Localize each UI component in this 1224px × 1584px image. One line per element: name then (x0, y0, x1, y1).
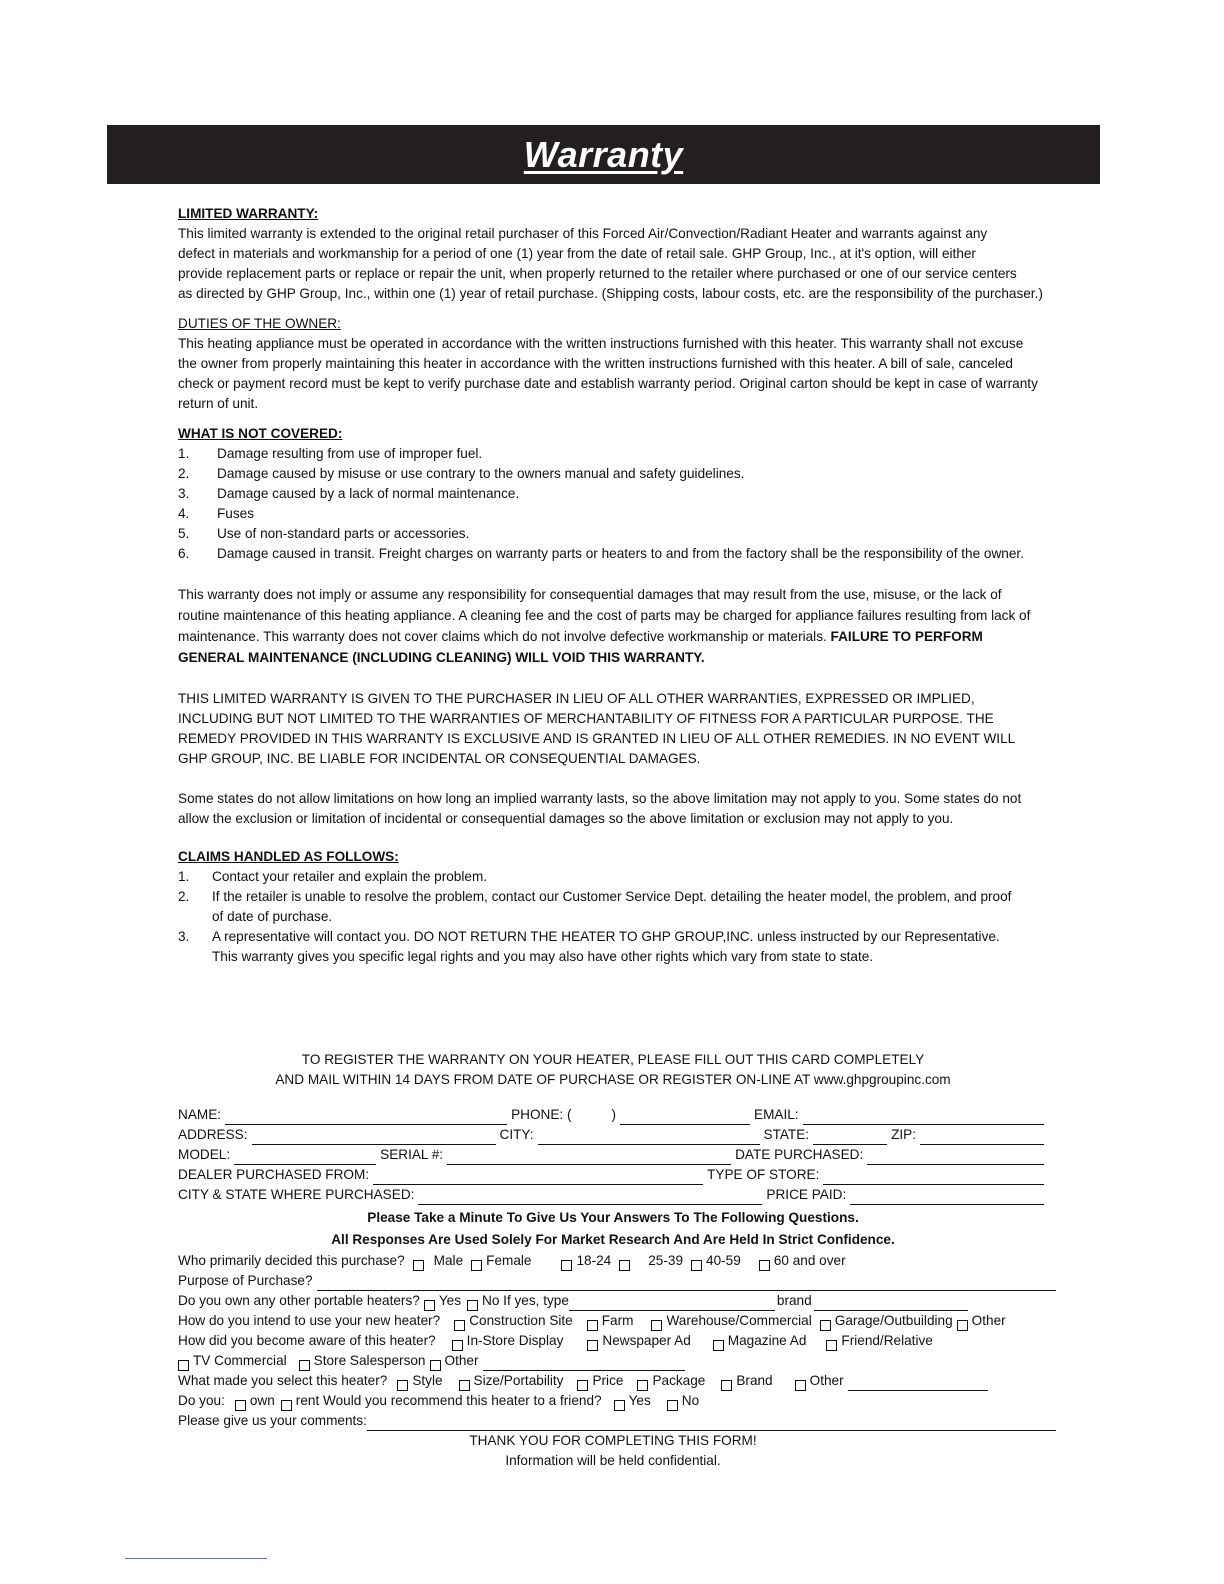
state-field[interactable] (813, 1130, 887, 1145)
checkbox[interactable] (397, 1380, 408, 1391)
other-type-field[interactable] (569, 1296, 775, 1311)
option-label: No (681, 1393, 700, 1408)
checkbox[interactable] (759, 1260, 770, 1271)
date-purchased-field[interactable] (867, 1150, 1044, 1165)
checkbox[interactable] (178, 1360, 189, 1371)
question-label: How did you become aware of this heater? (178, 1333, 436, 1348)
form-row (178, 1125, 1048, 1145)
zip-field[interactable] (920, 1130, 1044, 1145)
consequential-line: maintenance. This warranty does not cover claims which do not involve defective workmanship or materials. FAILURE TO PERFORM (178, 629, 983, 644)
option-label: 60 and over (773, 1253, 846, 1268)
option-label: rent Would you recommend this heater to a friend? (295, 1393, 602, 1408)
city-state-field[interactable] (418, 1190, 762, 1205)
survey-row (178, 1291, 1048, 1311)
checkbox[interactable] (820, 1320, 831, 1331)
survey-row (178, 1331, 1048, 1351)
registration-card (178, 1050, 1048, 1471)
checkbox[interactable] (691, 1260, 702, 1271)
option-label: brand (776, 1293, 812, 1308)
checkbox[interactable] (424, 1300, 435, 1311)
footer-rule (125, 1558, 267, 1559)
form-row (178, 1105, 1048, 1125)
duties-line: This heating appliance must be operated in accordance with the written instructions furnished with this heater. This warranty shall not excuse (178, 336, 1024, 351)
option-label: own (249, 1393, 275, 1408)
email-field[interactable] (803, 1110, 1044, 1125)
checkbox[interactable] (587, 1340, 598, 1351)
lieu-line: THIS LIMITED WARRANTY IS GIVEN TO THE PURCHASER IN LIEU OF ALL OTHER WARRANTIES, EXPRESSED OR IMPLIED, (178, 691, 975, 706)
question-label: Please give us your comments: (178, 1413, 367, 1428)
checkbox[interactable] (587, 1320, 598, 1331)
checkbox[interactable] (413, 1260, 424, 1271)
option-label: Other (809, 1373, 844, 1388)
option-label: 40-59 (706, 1253, 741, 1268)
question-label: Do you: (178, 1393, 225, 1408)
store-type-label: TYPE OF STORE: (707, 1167, 820, 1182)
warranty-banner (107, 125, 1100, 184)
option-label: No If yes, type (482, 1293, 569, 1308)
survey-row (178, 1351, 1048, 1371)
page-title: Warranty (523, 133, 684, 175)
list-item: 1. Contact your retailer and explain the problem. (178, 869, 488, 884)
confidential-note: Information will be held confidential. (505, 1453, 721, 1468)
model-label: MODEL: (178, 1147, 231, 1162)
question-label: Who primarily decided this purchase? (178, 1253, 405, 1268)
checkbox[interactable] (299, 1360, 310, 1371)
option-label: Farm (601, 1313, 634, 1328)
not-covered-heading: WHAT IS NOT COVERED: (178, 426, 343, 441)
serial-field[interactable] (447, 1150, 731, 1165)
checkbox[interactable] (452, 1340, 463, 1351)
list-item: 4. Fuses (178, 506, 255, 521)
states-section (178, 789, 1048, 829)
model-field[interactable] (234, 1150, 376, 1165)
duties-section (178, 314, 1048, 414)
question-label: How do you intend to use your new heater? (178, 1313, 441, 1328)
warranty-terms (178, 204, 1048, 967)
store-type-field[interactable] (823, 1170, 1044, 1185)
address-label: ADDRESS: (178, 1127, 248, 1142)
option-label: Store Salesperson (313, 1353, 426, 1368)
checkbox[interactable] (957, 1320, 968, 1331)
form-row (178, 1185, 1048, 1205)
option-label: Warehouse/Commercial (666, 1313, 812, 1328)
checkbox[interactable] (471, 1260, 482, 1271)
claims-heading: CLAIMS HANDLED AS FOLLOWS: (178, 849, 399, 864)
survey-heading: Please Take a Minute To Give Us Your Answers To The Following Questions. (367, 1210, 859, 1225)
list-item: 3. A representative will contact you. DO NOT RETURN THE HEATER TO GHP GROUP,INC. unless instructed by our Representative. This warranty gives you specific legal rights and you may also have other rights which vary from state to state. (178, 929, 1000, 964)
survey-row (178, 1391, 1048, 1411)
duties-heading: DUTIES OF THE OWNER: (178, 316, 341, 331)
consequential-line: This warranty does not imply or assume any responsibility for consequential damages that may result from the use, misuse, or the lack of (178, 587, 1002, 602)
list-item: 5. Use of non-standard parts or accessories. (178, 526, 470, 541)
option-label: 25-39 (648, 1253, 684, 1268)
lieu-section (178, 689, 1048, 769)
option-label: Female (486, 1253, 532, 1268)
limited-line: defect in materials and workmanship for a period of one (1) year from the date of retail sale. GHP Group, Inc., at it's option, will either (178, 246, 976, 261)
option-label: Friend/Relative (841, 1333, 933, 1348)
question-label: Purpose of Purchase? (178, 1273, 313, 1288)
aware-other-field[interactable] (483, 1356, 685, 1371)
register-instructions (178, 1050, 1048, 1090)
name-label: NAME: (178, 1107, 222, 1122)
email-label: EMAIL: (754, 1107, 799, 1122)
checkbox[interactable] (281, 1400, 292, 1411)
list-item: 6. Damage caused in transit. Freight charges on warranty parts or heaters to and from the factory shall be the responsibility of the owner. (178, 546, 1024, 561)
checkbox[interactable] (651, 1320, 662, 1331)
not-covered-section (178, 424, 1048, 564)
option-label: Magazine Ad (727, 1333, 807, 1348)
checkbox[interactable] (467, 1300, 478, 1311)
option-label: Other (971, 1313, 1006, 1328)
price-field[interactable] (850, 1190, 1044, 1205)
survey-row (178, 1371, 1048, 1391)
select-other-field[interactable] (848, 1376, 988, 1391)
serial-label: SERIAL #: (380, 1147, 444, 1162)
option-label: Price (592, 1373, 624, 1388)
checkbox[interactable] (430, 1360, 441, 1371)
checkbox[interactable] (459, 1380, 470, 1391)
survey-row (178, 1251, 1048, 1271)
form-row (178, 1145, 1048, 1165)
checkbox[interactable] (637, 1380, 648, 1391)
option-label: Male (433, 1253, 464, 1268)
checkbox[interactable] (614, 1400, 625, 1411)
checkbox[interactable] (235, 1400, 246, 1411)
limited-warranty-section (178, 204, 1048, 304)
option-label: 18-24 (576, 1253, 612, 1268)
list-item: 1. Damage resulting from use of improper fuel. (178, 446, 483, 461)
limited-warranty-heading: LIMITED WARRANTY: (178, 206, 319, 221)
lieu-line: INCLUDING BUT NOT LIMITED TO THE WARRANTIES OF MERCHANTABILITY OF FITNESS FOR A PARTICULAR PURPOSE. THE (178, 711, 994, 726)
option-label: Package (652, 1373, 706, 1388)
void-warning: GENERAL MAINTENANCE (INCLUDING CLEANING) WILL VOID THIS WARRANTY. (178, 650, 705, 665)
dealer-field[interactable] (373, 1170, 703, 1185)
option-label: Brand (736, 1373, 773, 1388)
checkbox[interactable] (713, 1340, 724, 1351)
lieu-line: GHP GROUP, INC. BE LIABLE FOR INCIDENTAL OR CONSEQUENTIAL DAMAGES. (178, 751, 701, 766)
option-label: Newspaper Ad (602, 1333, 691, 1348)
checkbox[interactable] (561, 1260, 572, 1271)
option-label: Yes (628, 1393, 651, 1408)
option-label: Other (444, 1353, 479, 1368)
option-label: Garage/Outbuilding (834, 1313, 953, 1328)
option-label: Style (412, 1373, 443, 1388)
phone-paren: ) (611, 1107, 617, 1122)
other-brand-field[interactable] (814, 1296, 968, 1311)
survey-subheading: All Responses Are Used Solely For Market Research And Are Held In Strict Confidence. (331, 1232, 895, 1247)
comments-field[interactable] (367, 1416, 1056, 1431)
option-label: Yes (438, 1293, 462, 1308)
thank-you-text: THANK YOU FOR COMPLETING THIS FORM! (469, 1433, 757, 1448)
dealer-label: DEALER PURCHASED FROM: (178, 1167, 370, 1182)
survey-row (178, 1271, 1048, 1291)
list-item: 3. Damage caused by a lack of normal maintenance. (178, 486, 520, 501)
phone-label: PHONE: ( (511, 1107, 572, 1122)
option-label: Size/Portability (473, 1373, 564, 1388)
name-field[interactable] (225, 1110, 507, 1125)
city-label: CITY: (499, 1127, 534, 1142)
duties-line: the owner from properly maintaining this heater in accordance with the written instructions furnished with this heater. A bill of sale, canceled (178, 356, 1013, 371)
checkbox[interactable] (454, 1320, 465, 1331)
list-item: 2. Damage caused by misuse or use contrary to the owners manual and safety guidelines. (178, 466, 745, 481)
checkbox[interactable] (826, 1340, 837, 1351)
city-field[interactable] (538, 1130, 760, 1145)
duties-line: check or payment record must be kept to verify purchase date and establish warranty period. Original carton should be kept in case of warranty (178, 376, 1038, 391)
list-item: 2. If the retailer is unable to resolve the problem, contact our Customer Service Dept. detailing the heater model, the problem, and proof of date of purchase. (178, 889, 1012, 924)
checkbox[interactable] (667, 1400, 678, 1411)
survey-row (178, 1311, 1048, 1331)
limited-line: as directed by GHP Group, Inc., within one (1) year of retail purchase. (Shipping costs, labour costs, etc. are the responsibility of the purchaser.) (178, 286, 1043, 301)
address-field[interactable] (252, 1130, 496, 1145)
lieu-line: REMEDY PROVIDED IN THIS WARRANTY IS EXCLUSIVE AND IS GRANTED IN LIEU OF ALL OTHER REMEDIES. IN NO EVENT WILL (178, 731, 1016, 746)
checkbox[interactable] (721, 1380, 732, 1391)
price-label: PRICE PAID: (766, 1187, 847, 1202)
checkbox[interactable] (577, 1380, 588, 1391)
date-purchased-label: DATE PURCHASED: (735, 1147, 864, 1162)
survey-row (178, 1411, 1048, 1431)
question-label: Do you own any other portable heaters? (178, 1293, 420, 1308)
consequential-section (178, 584, 1048, 668)
checkbox[interactable] (619, 1260, 630, 1271)
checkbox[interactable] (795, 1380, 806, 1391)
register-line: AND MAIL WITHIN 14 DAYS FROM DATE OF PURCHASE OR REGISTER ON-LINE AT www.ghpgroupinc.com (275, 1072, 951, 1087)
register-line: TO REGISTER THE WARRANTY ON YOUR HEATER, PLEASE FILL OUT THIS CARD COMPLETELY (301, 1052, 925, 1067)
city-state-label: CITY & STATE WHERE PURCHASED: (178, 1187, 415, 1202)
states-line: allow the exclusion or limitation of incidental or consequential damages so the above limitation or exclusion may not apply to you. (178, 811, 954, 826)
claims-section (178, 847, 1048, 967)
option-label: In-Store Display (466, 1333, 564, 1348)
option-label: TV Commercial (193, 1353, 287, 1368)
question-label: What made you select this heater? (178, 1373, 388, 1388)
purpose-field[interactable] (317, 1276, 1056, 1291)
option-label: Construction Site (469, 1313, 573, 1328)
state-label: STATE: (763, 1127, 810, 1142)
zip-label: ZIP: (891, 1127, 917, 1142)
states-line: Some states do not allow limitations on how long an implied warranty lasts, so the above limitation may not apply to you. Some states do not (178, 791, 1022, 806)
limited-line: provide replacement parts or replace or repair the unit, when properly returned to the retailer where purchased or one of our service centers (178, 266, 1017, 281)
form-row (178, 1165, 1048, 1185)
phone-field[interactable] (620, 1110, 750, 1125)
duties-line: return of unit. (178, 396, 259, 411)
consequential-line: routine maintenance of this heating appliance. A cleaning fee and the cost of parts may be charged for appliance failures resulting from lack of (178, 608, 1031, 623)
limited-line: This limited warranty is extended to the original retail purchaser of this Forced Air/Convection/Radiant Heater and warrants against any (178, 226, 988, 241)
